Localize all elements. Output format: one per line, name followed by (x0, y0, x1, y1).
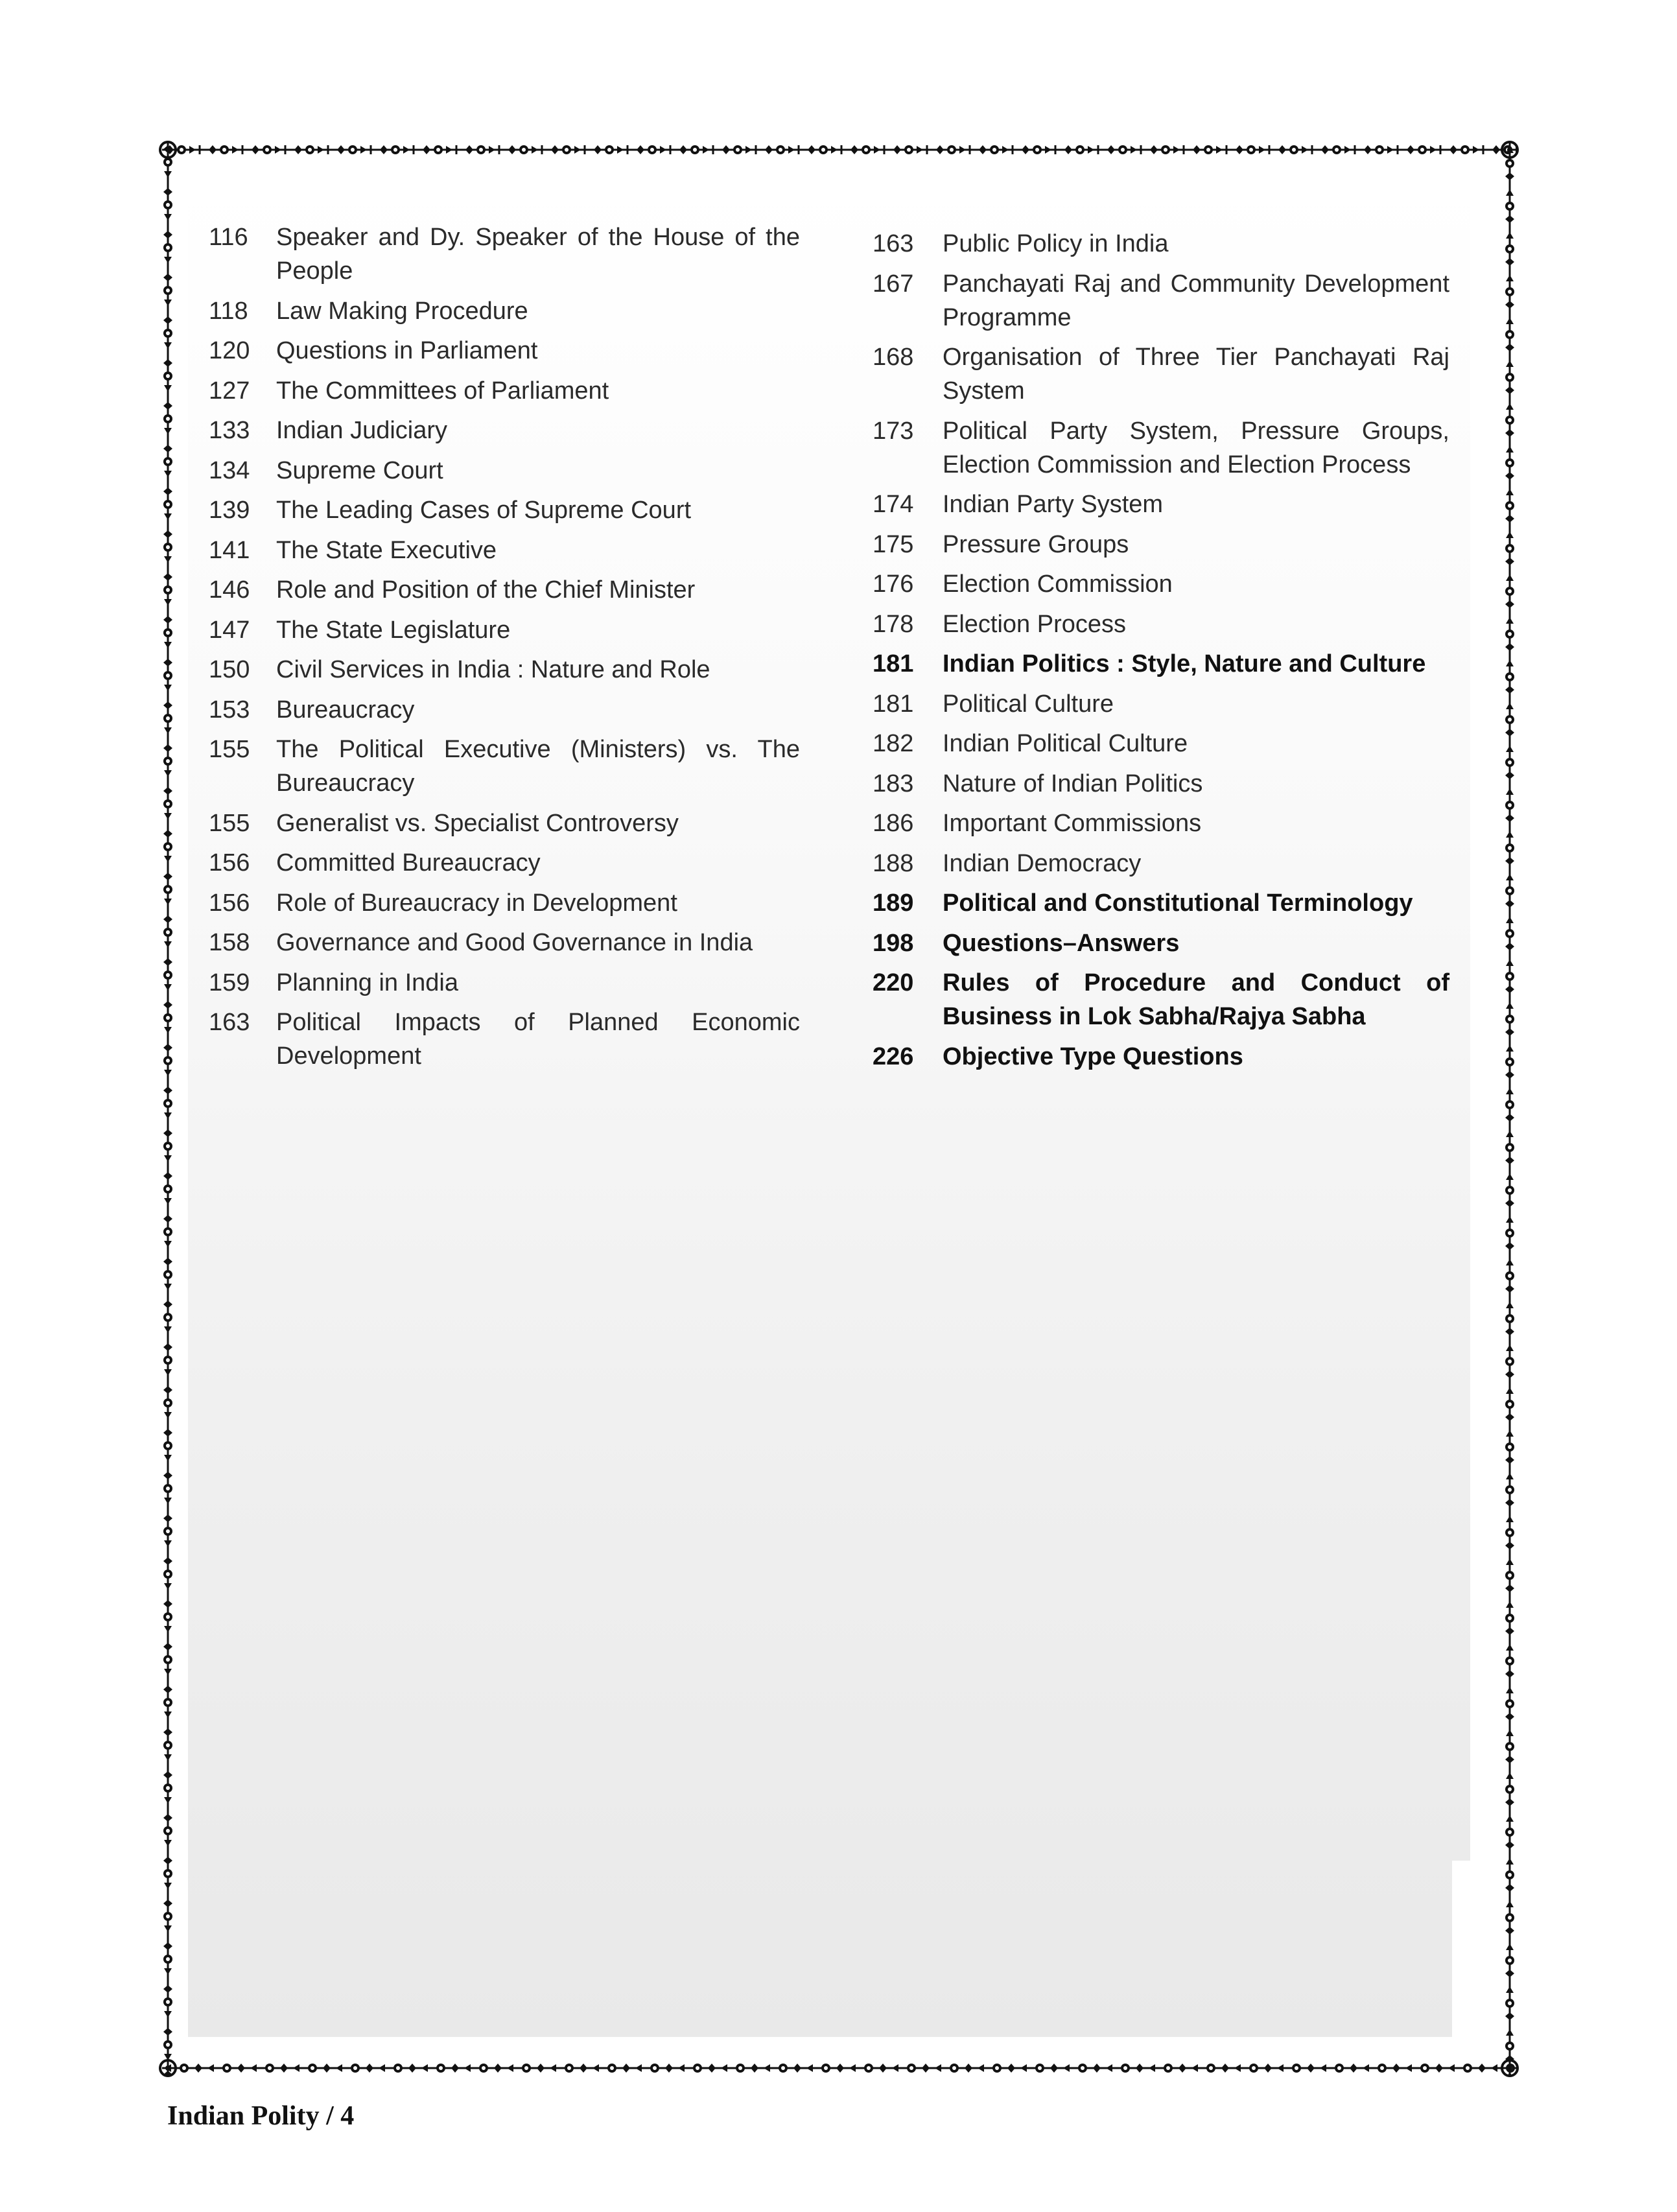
toc-page-number: 178 (873, 610, 914, 638)
toc-entry (209, 806, 800, 840)
toc-page-number: 167 (873, 270, 914, 298)
toc-title: The Political Executive (Ministers) vs. The Bureaucracy (276, 736, 800, 797)
toc-title: Planning in India (276, 969, 458, 996)
toc-page-number: 156 (209, 849, 250, 877)
toc-entry (209, 1006, 800, 1073)
toc-title: Political Party System, Pressure Groups, Election Commission and Election Process (943, 417, 1449, 478)
toc-page-number: 133 (209, 417, 250, 444)
toc-title: Political Culture (943, 690, 1114, 718)
toc-title: Nature of Indian Politics (943, 770, 1203, 797)
toc-page-number: 226 (873, 1042, 914, 1070)
toc-page-number: 147 (209, 616, 250, 644)
toc-entry (209, 294, 800, 328)
toc-title: Supreme Court (276, 456, 443, 484)
toc-entry (873, 806, 1449, 840)
toc-title: Indian Political Culture (943, 730, 1188, 757)
toc-page-number: 159 (209, 969, 250, 996)
toc-entry (873, 926, 1449, 960)
toc-page-number: 181 (873, 650, 914, 677)
toc-page-number: 181 (873, 690, 914, 718)
toc-entry (873, 488, 1449, 521)
toc-title: Questions in Parliament (276, 337, 538, 364)
toc-title: Public Policy in India (943, 230, 1169, 257)
corner-ornament-top-left (157, 139, 179, 161)
toc-title: Role and Position of the Chief Minister (276, 576, 696, 604)
toc-entry (209, 374, 800, 408)
toc-page-number: 188 (873, 849, 914, 877)
toc-entry (209, 220, 800, 288)
toc-title: The State Executive (276, 536, 497, 564)
toc-page-number: 182 (873, 730, 914, 757)
toc-page-number: 163 (873, 230, 914, 257)
toc-entry (873, 767, 1449, 801)
toc-title: Election Commission (943, 571, 1173, 598)
toc-entry (873, 567, 1449, 601)
toc-entry (873, 966, 1449, 1033)
toc-title: Objective Type Questions (943, 1042, 1243, 1070)
toc-page-number: 174 (873, 491, 914, 518)
toc-title: Bureaucracy (276, 696, 415, 724)
toc-page-number: 118 (209, 297, 248, 325)
toc-page-number: 198 (873, 929, 914, 957)
toc-entry (209, 966, 800, 1000)
toc-title: The State Legislature (276, 616, 511, 644)
toc-title: Generalist vs. Specialist Controversy (276, 809, 679, 837)
toc-title: Role of Bureaucracy in Development (276, 889, 677, 917)
toc-page-number: 153 (209, 696, 250, 724)
toc-entry (873, 340, 1449, 408)
toc-page-number: 176 (873, 571, 914, 598)
toc-page-number: 189 (873, 889, 914, 917)
decorative-border-bottom (162, 2060, 1517, 2077)
contents-left-column (209, 220, 800, 1079)
toc-title: Important Commissions (943, 810, 1202, 837)
toc-page-number: 134 (209, 456, 250, 484)
toc-title: Indian Politics : Style, Nature and Culture (943, 650, 1426, 677)
toc-title: The Committees of Parliament (276, 377, 609, 405)
toc-title: Political and Constitutional Terminology (943, 889, 1413, 917)
toc-page-number: 158 (209, 929, 250, 956)
toc-page-number: 156 (209, 889, 250, 917)
toc-entry (209, 454, 800, 488)
toc-title: Indian Judiciary (276, 417, 448, 444)
toc-page-number: 155 (209, 809, 250, 837)
toc-page-number: 155 (209, 736, 250, 763)
toc-entry (873, 727, 1449, 760)
page-footer: Indian Polity / 4 (167, 2101, 355, 2131)
contents-right-column (873, 227, 1449, 1079)
toc-entry (209, 534, 800, 567)
toc-entry (873, 886, 1449, 920)
toc-title: Indian Party System (943, 491, 1164, 518)
toc-title: Speaker and Dy. Speaker of the House of the People (276, 224, 800, 285)
decorative-border-left (159, 141, 176, 2077)
toc-page-number: 146 (209, 576, 250, 604)
toc-entry (873, 414, 1449, 482)
toc-entry (873, 528, 1449, 561)
toc-page-number: 127 (209, 377, 250, 405)
toc-title: Pressure Groups (943, 530, 1129, 558)
decorative-border-top (162, 141, 1517, 158)
toc-page-number: 120 (209, 337, 250, 364)
toc-entry (873, 847, 1449, 880)
toc-title: Rules of Procedure and Conduct of Business in Lok Sabha/Rajya Sabha (943, 969, 1449, 1030)
toc-page-number: 163 (209, 1009, 250, 1036)
toc-page-number: 173 (873, 417, 914, 445)
toc-entry (873, 267, 1449, 335)
corner-ornament-top-right (1499, 139, 1521, 161)
toc-title: Panchayati Raj and Community Development Programme (943, 270, 1449, 331)
toc-entry (209, 613, 800, 647)
decorative-border-right (1501, 141, 1518, 2077)
toc-entry (209, 573, 800, 607)
toc-page-number: 150 (209, 656, 250, 683)
toc-entry (209, 886, 800, 920)
toc-page-number: 141 (209, 536, 250, 564)
toc-title: Law Making Procedure (276, 297, 528, 325)
toc-title: Indian Democracy (943, 849, 1142, 877)
corner-ornament-bottom-right (1499, 2057, 1521, 2079)
toc-entry (209, 926, 800, 959)
toc-entry (873, 687, 1449, 721)
toc-title: Election Process (943, 610, 1127, 638)
toc-title: Committed Bureaucracy (276, 849, 541, 877)
toc-entry (873, 647, 1449, 681)
toc-page-number: 116 (209, 224, 248, 251)
toc-entry (209, 493, 800, 527)
toc-page-number: 183 (873, 770, 914, 797)
toc-title: Civil Services in India : Nature and Role (276, 656, 710, 683)
panel-notch (1452, 1861, 1470, 2037)
toc-title: Organisation of Three Tier Panchayati Raj System (943, 344, 1449, 405)
toc-entry (209, 653, 800, 687)
toc-title: Political Impacts of Planned Economic Development (276, 1009, 800, 1070)
toc-entry (873, 607, 1449, 641)
toc-page-number: 139 (209, 497, 250, 524)
toc-entry (209, 414, 800, 447)
toc-title: The Leading Cases of Supreme Court (276, 497, 692, 524)
toc-entry (873, 227, 1449, 261)
toc-entry (209, 846, 800, 880)
toc-title: Governance and Good Governance in India (276, 929, 753, 956)
toc-entry (209, 733, 800, 800)
toc-entry (209, 334, 800, 368)
corner-ornament-bottom-left (157, 2057, 179, 2079)
toc-page-number: 175 (873, 530, 914, 558)
toc-page-number: 220 (873, 969, 914, 996)
toc-entry (209, 693, 800, 727)
toc-page-number: 186 (873, 810, 914, 837)
toc-title: Questions–Answers (943, 929, 1180, 957)
toc-page-number: 168 (873, 344, 914, 371)
toc-entry (873, 1040, 1449, 1074)
